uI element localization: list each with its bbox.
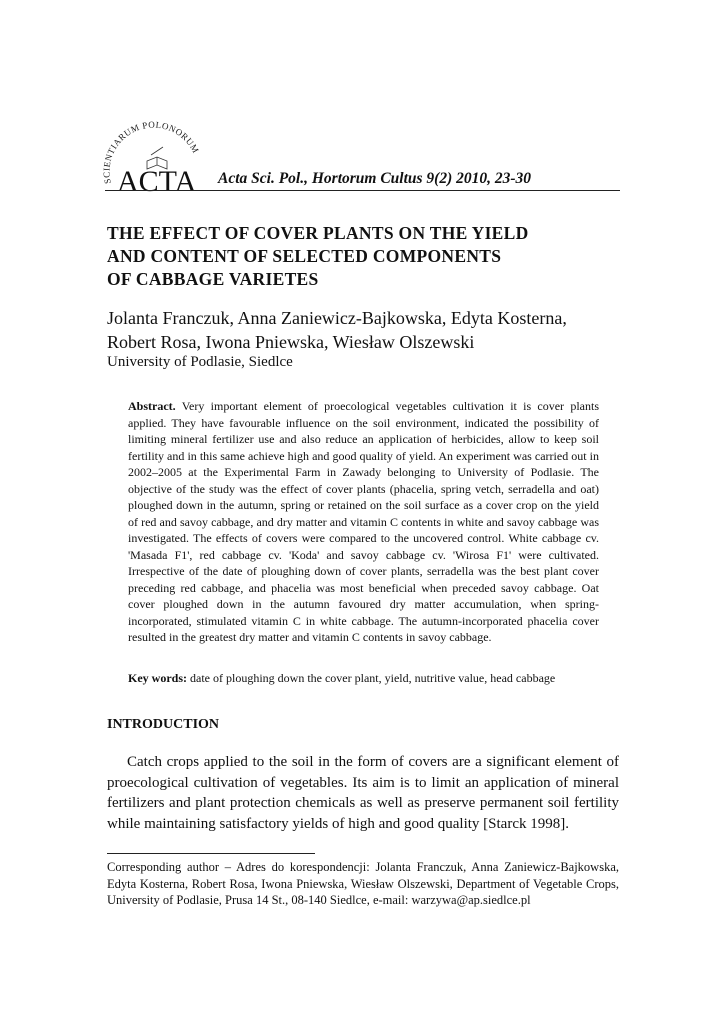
author-line: Robert Rosa, Iwona Pniewska, Wiesław Olszewski bbox=[107, 332, 475, 352]
footnote-rule bbox=[107, 853, 315, 854]
paper-title bbox=[107, 222, 622, 291]
svg-text:SCIENTIARUM POLONORUM: S NTIARUM POLONORUM bbox=[103, 119, 201, 185]
keywords-text: date of ploughing down the cover plant, yield, nutritive value, head cabbage bbox=[190, 671, 556, 685]
affiliation: University of Podlasie, Siedlce bbox=[107, 354, 293, 370]
svg-text:ACTA: ACTA bbox=[117, 165, 197, 193]
abstract bbox=[128, 398, 599, 646]
abstract-label: Abstract. bbox=[128, 399, 176, 413]
abstract-text: Very important element of proecological vegetables cultivation it is cover plants applied. They have favourable influence on the soil environment, indicated the possibility of limiting mineral fertilizer use and also reduce an application of herbicides, allow to keep soil fertility and in this same achieve high and good quality of yield. An experiment was carried out in 2002–2005 at the Experimental Farm in Zawady belonging to University of Podlasie. The objective of the study was the effect of cover plants (phacelia, spring vetch, serradella and oat) ploughed down in the autumn, spring or retained on the soil surface as a cover crop on the yield of red and savoy cabbage, and dry matter and vitamin C contents in white and savoy cabbage was investigated. The effects of covers were compared to the uncovered control. White cabbage cv. 'Masada F1', red cabbage cv. 'Koda' and savoy cabbage cv. 'Wirosa F1' were cultivated. Irrespective of the date of ploughing down of cover plants, serradella was the best plant cover preceding red cabbage, and phacelia was most beneficial when preceded savoy cabbage. Oat cover ploughed down in the autumn favoured dry matter accumulation, when spring-incorporated, stimulated vitamin C in white cabbage. The autumn-incorporated phacelia cover resulted in the greatest dry matter and vitamin C contents in savoy cabbage. bbox=[128, 399, 599, 644]
journal-citation: Acta Sci. Pol., Hortorum Cultus 9(2) 2010, 23-30 bbox=[218, 170, 532, 187]
keywords bbox=[128, 670, 608, 686]
header-rule bbox=[105, 190, 620, 191]
intro-paragraph: Catch crops applied to the soil in the form of covers are a significant element of proecological cultivation of vegetables. Its aim is to limit an application of mineral fertilizers and plant protection chemicals as well as preserve permanent soil fertility while maintaining satisfactory yields of high and good quality [Starck 1998]. bbox=[107, 754, 619, 832]
keywords-label: Key words: bbox=[128, 671, 187, 685]
author-list bbox=[107, 306, 627, 354]
author-line: Jolanta Franczuk, Anna Zaniewicz-Bajkowska, Edyta Kosterna, bbox=[107, 308, 567, 328]
title-line: THE EFFECT OF COVER PLANTS ON THE YIELD bbox=[107, 223, 529, 243]
footnote: Corresponding author – Adres do korespondencji: Jolanta Franczuk, Anna Zaniewicz-Bajkowska, Edyta Kosterna, Robert Rosa, Iwona Pniewska, Wiesław Olszewski, Department of Vegetable Crops, University of Podlasie, Prusa 14 St., 08-140 Siedlce, e-mail: warzywa@ap.siedlce.pl bbox=[107, 860, 619, 907]
title-line: AND CONTENT OF SELECTED COMPONENTS bbox=[107, 246, 502, 266]
title-line: OF CABBAGE VARIETES bbox=[107, 269, 319, 289]
section-heading: INTRODUCTION bbox=[107, 717, 220, 732]
journal-logo bbox=[103, 117, 213, 193]
